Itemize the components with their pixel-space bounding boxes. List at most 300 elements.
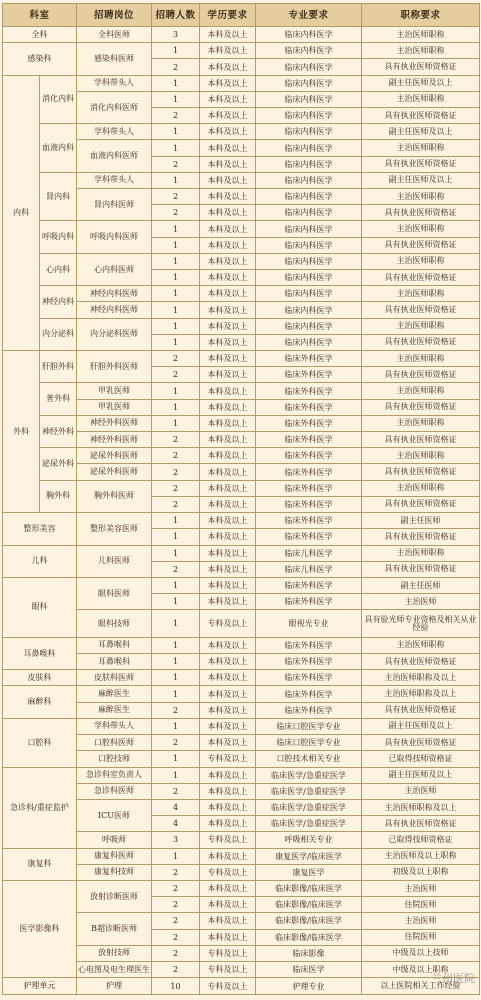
position-cell: 学科带头人 <box>77 75 152 91</box>
position-cell: 神经内科医师 <box>77 302 152 318</box>
headcount-cell: 1 <box>152 610 200 638</box>
major-cell: 临床外科医学 <box>256 399 362 415</box>
sub-dept-cell: 呼吸内科 <box>40 221 77 253</box>
table-row <box>3 848 480 864</box>
headcount-cell: 1 <box>152 43 200 59</box>
major-cell: 口腔技术相关专业 <box>256 751 362 767</box>
major-cell: 临床外科医学 <box>256 702 362 718</box>
headcount-cell: 1 <box>152 686 200 702</box>
title-cell: 已取得技师资格证 <box>362 751 480 767</box>
headcount-cell: 1 <box>152 140 200 156</box>
title-cell: 中级及以上技师 <box>362 945 480 961</box>
table-row <box>3 767 480 783</box>
dept-cell: 儿科 <box>3 545 77 577</box>
position-cell: 全科医师 <box>77 27 152 43</box>
education-cell: 本科及以上 <box>200 783 256 799</box>
sub-dept-cell: 血液内科 <box>40 124 77 173</box>
major-cell: 临床医学/急重症医学 <box>256 783 362 799</box>
title-cell: 主治医师 <box>362 594 480 610</box>
title-cell: 主治医师职称 <box>362 43 480 59</box>
education-cell: 本科及以上 <box>200 318 256 334</box>
dept-cell: 耳鼻喉科 <box>3 637 77 669</box>
education-cell: 本科及以上 <box>200 432 256 448</box>
table-body <box>3 27 480 995</box>
education-cell: 本科及以上 <box>200 383 256 399</box>
title-cell: 副主任医师 <box>362 577 480 593</box>
major-cell: 临床内科医学 <box>256 221 362 237</box>
title-cell: 具有执业医师资格证 <box>362 496 480 512</box>
education-cell: 本科及以上 <box>200 464 256 480</box>
position-cell: 儿科医师 <box>77 545 152 577</box>
major-cell: 康复医学/临床医学 <box>256 848 362 864</box>
major-cell: 临床内科医学 <box>256 108 362 124</box>
headcount-cell: 2 <box>152 367 200 383</box>
education-cell: 本科及以上 <box>200 929 256 945</box>
table-row <box>3 221 480 237</box>
headcount-cell: 1 <box>152 172 200 188</box>
title-cell: 中级及以上职称 <box>362 961 480 977</box>
title-cell: 具有执业医师资格证 <box>362 367 480 383</box>
major-cell: 临床外科医学 <box>256 513 362 529</box>
major-cell: 临床内科医学 <box>256 172 362 188</box>
title-cell: 具有执业医师资格证 <box>362 735 480 751</box>
major-cell: 临床内科医学 <box>256 27 362 43</box>
table-row <box>3 286 480 302</box>
major-cell: 临床内科医学 <box>256 237 362 253</box>
major-cell: 临床外科医学 <box>256 480 362 496</box>
position-cell: 放射技师 <box>77 945 152 961</box>
education-cell: 本科及以上 <box>200 897 256 913</box>
position-cell: 感染科医师 <box>77 43 152 75</box>
title-cell: 主治医师职称 <box>362 221 480 237</box>
table-row <box>3 253 480 269</box>
dept-cell: 急诊科/重症监护 <box>3 767 77 848</box>
sub-dept-cell: 泌尿外科 <box>40 448 77 480</box>
headcount-cell: 2 <box>152 783 200 799</box>
headcount-cell: 1 <box>152 577 200 593</box>
position-cell: 胸外科医师 <box>77 480 152 512</box>
title-cell: 主治医师职称 <box>362 253 480 269</box>
position-cell: 护理 <box>77 978 152 995</box>
major-cell: 临床儿科医学 <box>256 545 362 561</box>
title-cell: 副主任医师及以上 <box>362 172 480 188</box>
education-cell: 本科及以上 <box>200 302 256 318</box>
major-cell: 临床外科医学 <box>256 448 362 464</box>
position-cell: 内分泌科医师 <box>77 318 152 350</box>
headcount-cell: 1 <box>152 513 200 529</box>
title-cell: 主治医师职称 <box>362 286 480 302</box>
title-cell: 主治医师职称 <box>362 140 480 156</box>
table-row <box>3 545 480 561</box>
title-cell: 副主任医师及以上 <box>362 75 480 91</box>
education-cell: 本科及以上 <box>200 140 256 156</box>
table-header-row <box>3 4 480 27</box>
headcount-cell: 2 <box>152 702 200 718</box>
headcount-cell: 2 <box>152 880 200 896</box>
headcount-cell: 1 <box>152 221 200 237</box>
title-cell: 主治医师职称 <box>362 415 480 431</box>
major-cell: 临床影像/临床医学 <box>256 897 362 913</box>
major-cell: 临床医学/急重症医学 <box>256 799 362 815</box>
headcount-cell: 1 <box>152 334 200 350</box>
position-cell: 泌尿外科医师 <box>77 448 152 464</box>
title-cell: 以上医院相关工作经验 <box>362 978 480 995</box>
table-row <box>3 124 480 140</box>
sub-dept-cell: 心内科 <box>40 253 77 285</box>
education-cell: 本科及以上 <box>200 816 256 832</box>
education-cell: 本科及以上 <box>200 108 256 124</box>
sub-dept-cell: 普外科 <box>40 383 77 415</box>
major-cell: 临床内科医学 <box>256 270 362 286</box>
education-cell: 本科及以上 <box>200 561 256 577</box>
title-cell: 副主任医师及以上 <box>362 718 480 734</box>
header-dept: 科室 <box>3 4 77 27</box>
major-cell: 临床内科医学 <box>256 318 362 334</box>
table-row <box>3 448 480 464</box>
table-row <box>3 978 480 995</box>
headcount-cell: 1 <box>152 399 200 415</box>
headcount-cell: 2 <box>152 929 200 945</box>
education-cell: 本科及以上 <box>200 237 256 253</box>
major-cell: 临床影像/临床医学 <box>256 913 362 929</box>
headcount-cell: 2 <box>152 448 200 464</box>
watermark: 兰州医院 <box>431 972 475 985</box>
education-cell: 本科及以上 <box>200 334 256 350</box>
education-cell: 本科及以上 <box>200 415 256 431</box>
dept-cell: 康复科 <box>3 848 77 880</box>
education-cell: 本科及以上 <box>200 351 256 367</box>
major-cell: 临床外科医学 <box>256 496 362 512</box>
education-cell: 本科及以上 <box>200 270 256 286</box>
title-cell: 具有执业医师资格证 <box>362 816 480 832</box>
headcount-cell: 2 <box>152 59 200 75</box>
education-cell: 本科及以上 <box>200 513 256 529</box>
major-cell: 护理专业 <box>256 978 362 995</box>
position-cell: 康复科技师 <box>77 864 152 880</box>
table-row <box>3 43 480 59</box>
position-cell: 呼吸内科医师 <box>77 221 152 253</box>
headcount-cell: 1 <box>152 302 200 318</box>
education-cell: 专科及以上 <box>200 832 256 848</box>
header-education: 学历要求 <box>200 4 256 27</box>
education-cell: 本科及以上 <box>200 253 256 269</box>
major-cell: 临床内科医学 <box>256 140 362 156</box>
major-cell: 临床内科医学 <box>256 334 362 350</box>
dept-cell: 口腔科 <box>3 718 77 767</box>
education-cell: 专科及以上 <box>200 751 256 767</box>
education-cell: 本科及以上 <box>200 172 256 188</box>
title-cell: 具有执业医师资格证 <box>362 702 480 718</box>
title-cell: 具有执业医师资格证 <box>362 399 480 415</box>
major-cell: 临床儿科医学 <box>256 561 362 577</box>
position-cell: 耳鼻喉科 <box>77 637 152 653</box>
position-cell: 急诊科室负责人 <box>77 767 152 783</box>
title-cell: 具有执业医师资格证 <box>362 270 480 286</box>
headcount-cell: 1 <box>152 848 200 864</box>
education-cell: 本科及以上 <box>200 124 256 140</box>
headcount-cell: 2 <box>152 351 200 367</box>
major-cell: 临床外科医学 <box>256 367 362 383</box>
title-cell: 具有执业医师资格证 <box>362 237 480 253</box>
education-cell: 本科及以上 <box>200 221 256 237</box>
dept-cell: 医学影像科 <box>3 880 77 977</box>
headcount-cell: 1 <box>152 75 200 91</box>
title-cell: 具有执业医师资格证 <box>362 561 480 577</box>
title-cell: 具有执业医师资格证 <box>362 464 480 480</box>
education-cell: 本科及以上 <box>200 286 256 302</box>
dept-cell: 皮肤科 <box>3 670 77 686</box>
dept-cell: 外科 <box>3 351 40 513</box>
headcount-cell: 1 <box>152 594 200 610</box>
title-cell: 主治医师职称 <box>362 480 480 496</box>
title-cell: 具有执业医师资格证 <box>362 302 480 318</box>
education-cell: 本科及以上 <box>200 529 256 545</box>
major-cell: 临床影像 <box>256 945 362 961</box>
headcount-cell: 1 <box>152 237 200 253</box>
major-cell: 临床内科医学 <box>256 124 362 140</box>
table-row <box>3 513 480 529</box>
major-cell: 临床内科医学 <box>256 156 362 172</box>
position-cell: 眼科技师 <box>77 610 152 638</box>
headcount-cell: 2 <box>152 561 200 577</box>
sub-dept-cell: 神经内科 <box>40 286 77 318</box>
header-title: 职称要求 <box>362 4 480 27</box>
table-row <box>3 351 480 367</box>
major-cell: 临床内科医学 <box>256 302 362 318</box>
major-cell: 临床内科医学 <box>256 205 362 221</box>
major-cell: 临床医学/急重症医学 <box>256 816 362 832</box>
major-cell: 临床外科医学 <box>256 432 362 448</box>
headcount-cell: 2 <box>152 496 200 512</box>
headcount-cell: 1 <box>152 270 200 286</box>
major-cell: 临床医学/急重症医学 <box>256 767 362 783</box>
position-cell: 皮肤科医师 <box>77 670 152 686</box>
title-cell: 初级及以上职称 <box>362 864 480 880</box>
header-major: 专业要求 <box>256 4 362 27</box>
education-cell: 本科及以上 <box>200 686 256 702</box>
table-row <box>3 383 480 399</box>
table-row <box>3 318 480 334</box>
headcount-cell: 2 <box>152 432 200 448</box>
table-row <box>3 670 480 686</box>
headcount-cell: 2 <box>152 189 200 205</box>
headcount-cell: 2 <box>152 480 200 496</box>
headcount-cell: 1 <box>152 545 200 561</box>
headcount-cell: 1 <box>152 318 200 334</box>
education-cell: 本科及以上 <box>200 913 256 929</box>
headcount-cell: 1 <box>152 670 200 686</box>
major-cell: 临床内科医学 <box>256 253 362 269</box>
title-cell: 具有执业医师资格证 <box>362 334 480 350</box>
dept-cell: 麻醉科 <box>3 686 77 718</box>
position-cell: 麻醉医生 <box>77 702 152 718</box>
dept-cell: 眼科 <box>3 577 77 637</box>
title-cell: 具有执业医师资格证 <box>362 156 480 172</box>
major-cell: 临床外科医学 <box>256 637 362 653</box>
major-cell: 临床内科医学 <box>256 189 362 205</box>
table-row <box>3 27 480 43</box>
education-cell: 本科及以上 <box>200 767 256 783</box>
dept-cell: 整形美容 <box>3 513 77 545</box>
education-cell: 本科及以上 <box>200 399 256 415</box>
title-cell: 具有执业医师资格证 <box>362 529 480 545</box>
title-cell: 主治医师 <box>362 913 480 929</box>
title-cell: 主治医师职称 <box>362 637 480 653</box>
position-cell: 耳鼻喉科 <box>77 654 152 670</box>
position-cell: 甲乳医师 <box>77 383 152 399</box>
major-cell: 临床内科医学 <box>256 91 362 107</box>
title-cell: 具有执业医师资格证 <box>362 205 480 221</box>
sub-dept-cell: 胸外科 <box>40 480 77 512</box>
major-cell: 临床外科医学 <box>256 654 362 670</box>
education-cell: 本科及以上 <box>200 480 256 496</box>
education-cell: 本科及以上 <box>200 880 256 896</box>
headcount-cell: 1 <box>152 415 200 431</box>
title-cell: 主治医师职称 <box>362 189 480 205</box>
position-cell: 口腔科医师 <box>77 735 152 751</box>
title-cell: 主治医师职称 <box>362 383 480 399</box>
title-cell: 具有执业医师资格证 <box>362 654 480 670</box>
table-row <box>3 577 480 593</box>
position-cell: 放射诊断医师 <box>77 880 152 912</box>
title-cell: 主治医师 <box>362 783 480 799</box>
position-cell: B超诊断医师 <box>77 913 152 945</box>
title-cell: 主治医师 <box>362 880 480 896</box>
major-cell: 临床外科医学 <box>256 670 362 686</box>
headcount-cell: 4 <box>152 816 200 832</box>
education-cell: 本科及以上 <box>200 545 256 561</box>
headcount-cell: 1 <box>152 751 200 767</box>
major-cell: 临床内科医学 <box>256 43 362 59</box>
education-cell: 本科及以上 <box>200 577 256 593</box>
position-cell: 肾内科医师 <box>77 189 152 221</box>
position-cell: 肝胆外科医师 <box>77 351 152 383</box>
major-cell: 临床外科医学 <box>256 415 362 431</box>
education-cell: 本科及以上 <box>200 156 256 172</box>
education-cell: 本科及以上 <box>200 702 256 718</box>
major-cell: 临床口腔医学专业 <box>256 718 362 734</box>
education-cell: 本科及以上 <box>200 43 256 59</box>
position-cell: ICU医师 <box>77 799 152 831</box>
major-cell: 临床外科医学 <box>256 686 362 702</box>
dept-cell: 内科 <box>3 75 40 350</box>
major-cell: 临床外科医学 <box>256 577 362 593</box>
headcount-cell: 1 <box>152 91 200 107</box>
position-cell: 学科带头人 <box>77 718 152 734</box>
major-cell: 临床影像/临床医学 <box>256 880 362 896</box>
sub-dept-cell: 肝胆外科 <box>40 351 77 383</box>
title-cell: 住院医师 <box>362 929 480 945</box>
title-cell: 住院医师 <box>362 897 480 913</box>
position-cell: 甲乳医师 <box>77 399 152 415</box>
education-cell: 本科及以上 <box>200 496 256 512</box>
headcount-cell: 1 <box>152 637 200 653</box>
title-cell: 具有验光师专业资格及相关从业经验 <box>362 610 480 638</box>
headcount-cell: 1 <box>152 383 200 399</box>
position-cell: 神经外科医师 <box>77 432 152 448</box>
table-row <box>3 686 480 702</box>
headcount-cell: 2 <box>152 464 200 480</box>
position-cell: 消化内科医师 <box>77 91 152 123</box>
position-cell: 神经内科医师 <box>77 286 152 302</box>
recruitment-table <box>2 3 480 995</box>
title-cell: 主治医师职称 <box>362 318 480 334</box>
position-cell: 口腔技师 <box>77 751 152 767</box>
major-cell: 临床内科医学 <box>256 59 362 75</box>
major-cell: 临床口腔医学专业 <box>256 735 362 751</box>
title-cell: 副主任医师及以上 <box>362 767 480 783</box>
sub-dept-cell: 内分泌科 <box>40 318 77 350</box>
title-cell: 已取得技师资格证 <box>362 832 480 848</box>
sub-dept-cell: 消化内科 <box>40 75 77 124</box>
headcount-cell: 2 <box>152 735 200 751</box>
headcount-cell: 4 <box>152 799 200 815</box>
table-row <box>3 480 480 496</box>
title-cell: 主治医师职称 <box>362 91 480 107</box>
title-cell: 主治医师职称 <box>362 351 480 367</box>
title-cell: 主治医师及以上职称 <box>362 848 480 864</box>
education-cell: 本科及以上 <box>200 735 256 751</box>
headcount-cell: 1 <box>152 654 200 670</box>
position-cell: 整形美容医师 <box>77 513 152 545</box>
position-cell: 神经外科医师 <box>77 415 152 431</box>
header-count: 招聘人数 <box>152 4 200 27</box>
position-cell: 麻醉医生 <box>77 686 152 702</box>
education-cell: 专科及以上 <box>200 961 256 977</box>
title-cell: 主治医师职称及以上 <box>362 670 480 686</box>
headcount-cell: 3 <box>152 27 200 43</box>
position-cell: 学科带头人 <box>77 172 152 188</box>
table-row <box>3 637 480 653</box>
education-cell: 专科及以上 <box>200 610 256 638</box>
position-cell: 呼吸师 <box>77 832 152 848</box>
headcount-cell: 1 <box>152 286 200 302</box>
major-cell: 临床外科医学 <box>256 383 362 399</box>
dept-cell: 全科 <box>3 27 77 43</box>
table-row <box>3 172 480 188</box>
table-row <box>3 415 480 431</box>
education-cell: 本科及以上 <box>200 848 256 864</box>
education-cell: 本科及以上 <box>200 448 256 464</box>
education-cell: 专科及以上 <box>200 945 256 961</box>
major-cell: 临床外科医学 <box>256 351 362 367</box>
table-row <box>3 880 480 896</box>
headcount-cell: 10 <box>152 978 200 995</box>
title-cell: 具有执业医师资格证 <box>362 432 480 448</box>
major-cell: 临床内科医学 <box>256 75 362 91</box>
title-cell: 主治医师职称 <box>362 27 480 43</box>
major-cell: 临床影像/临床医学 <box>256 929 362 945</box>
title-cell: 副主任医师及以上 <box>362 124 480 140</box>
dept-cell: 感染科 <box>3 43 77 75</box>
education-cell: 本科及以上 <box>200 205 256 221</box>
major-cell: 呼吸相关专业 <box>256 832 362 848</box>
position-cell: 泌尿外科医师 <box>77 464 152 480</box>
headcount-cell: 2 <box>152 913 200 929</box>
position-cell: 心内科医师 <box>77 253 152 285</box>
table-row <box>3 75 480 91</box>
headcount-cell: 2 <box>152 945 200 961</box>
education-cell: 本科及以上 <box>200 718 256 734</box>
headcount-cell: 2 <box>152 864 200 880</box>
headcount-cell: 1 <box>152 718 200 734</box>
title-cell: 具有执业医师资格证 <box>362 59 480 75</box>
education-cell: 本科及以上 <box>200 59 256 75</box>
title-cell: 具有执业医师资格证 <box>362 108 480 124</box>
headcount-cell: 1 <box>152 253 200 269</box>
position-cell: 心电图及电生理医生 <box>77 961 152 977</box>
position-cell: 急诊科医师 <box>77 783 152 799</box>
